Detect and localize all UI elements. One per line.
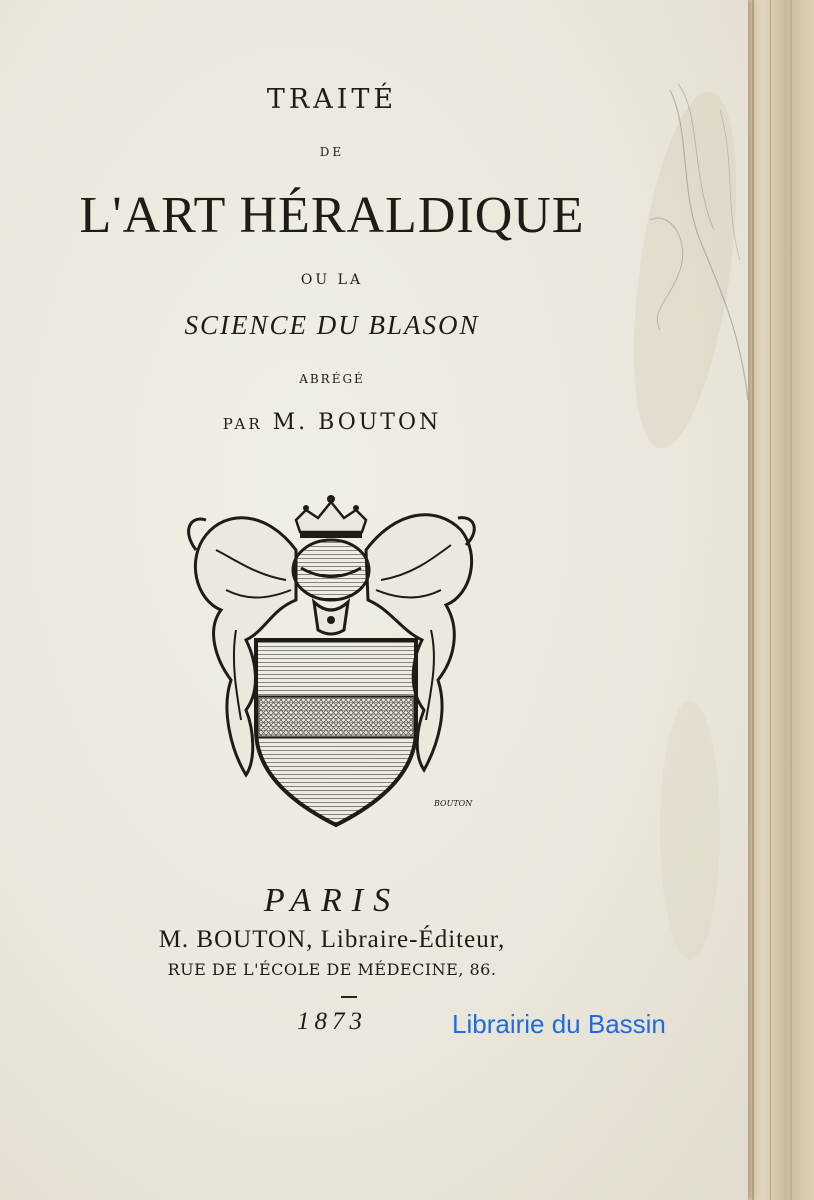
author-name: M. BOUTON [272,410,442,435]
par-word: PAR [222,415,263,433]
title-ou-la: OU LA [300,272,364,288]
title-abrege: ABRÉGÉ [299,372,365,386]
year: 1873 [297,1008,367,1035]
engraver-signature: BOUTON [434,799,473,808]
address: RUE DE L'ÉCOLE DE MÉDECINE, 86. [167,960,497,979]
watermark-text: Librairie du Bassin [452,1009,666,1039]
coat-of-arms-icon [176,490,488,830]
divider-rule [341,996,357,998]
title-traite: TRAITÉ [266,84,398,115]
main-title: L'ART HÉRALDIQUE [79,187,585,244]
title-de: DE [319,145,345,159]
subtitle: SCIENCE DU BLASON [184,310,480,340]
page-edge-line [790,0,792,1200]
page-edge-line [770,0,771,1200]
publisher: M. BOUTON, Libraire-Éditeur, [158,926,506,953]
author-line [0,410,664,435]
city: PARIS [263,882,401,919]
paper-stain [660,700,720,960]
